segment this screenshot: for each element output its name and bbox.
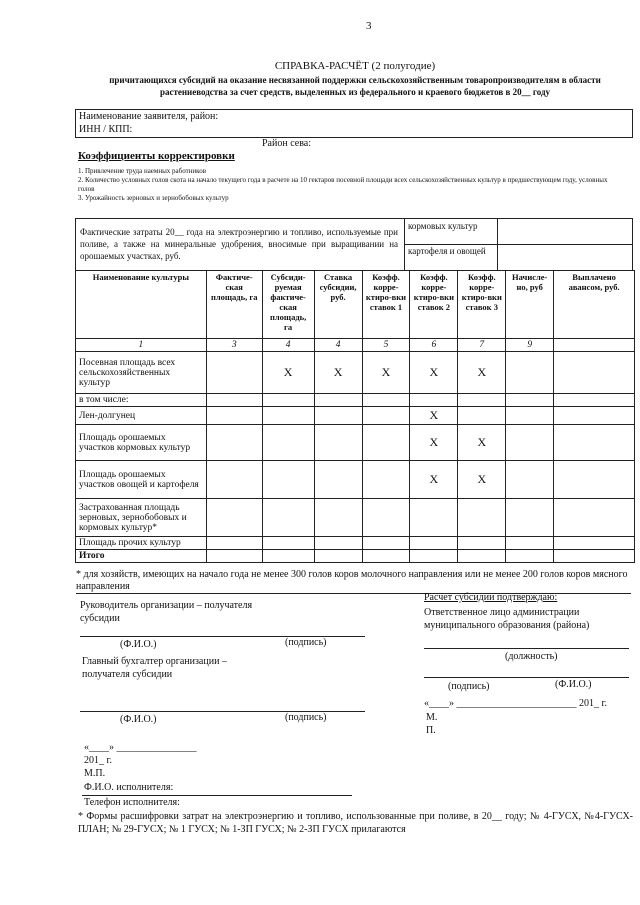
- column-number: [554, 339, 635, 352]
- table-row: [76, 407, 635, 425]
- costs-veg-label: картофеля и овощей: [408, 246, 486, 256]
- costs-feed-label: кормовых культур: [408, 221, 478, 231]
- date-left-year: 201_ г.: [84, 755, 112, 766]
- coefficient-item: 3. Урожайность зерновых и зернобобовых культур: [78, 194, 229, 202]
- accountant-label: Главный бухгалтер организации – получателя субсидии: [82, 656, 227, 680]
- coefficients-list: [78, 167, 623, 203]
- table-cell: X: [458, 461, 506, 499]
- stamp-left: М.П.: [84, 768, 106, 779]
- table-cell: X: [410, 407, 458, 425]
- table-cell: [206, 407, 262, 425]
- table-cell: [554, 461, 635, 499]
- accountant-fio-caption: (Ф.И.О.): [120, 714, 157, 725]
- table-cell: [206, 461, 262, 499]
- column-header: Коэфф. корре-ктиро-вки ставок 3: [458, 271, 506, 339]
- position-caption: (должность): [505, 651, 558, 662]
- page-number: 3: [366, 20, 372, 32]
- column-number: 5: [362, 339, 410, 352]
- table-cell: X: [410, 352, 458, 394]
- table-cell: [362, 461, 410, 499]
- date-right: «____» ________________________ 201_ г.: [424, 698, 607, 709]
- head-fio-caption: (Ф.И.О.): [120, 639, 157, 650]
- coefficient-item: 1. Привлечение труда наемных работников: [78, 167, 207, 175]
- column-header: Выплачено авансом, руб.: [554, 271, 635, 339]
- table-row: [76, 537, 635, 550]
- table-cell: [206, 352, 262, 394]
- table-header-row: [76, 271, 635, 339]
- table-cell: X: [410, 461, 458, 499]
- page-subtitle: причитающихся субсидий на оказание несвязанной поддержки сельскохозяйственным товаропроизводителям в области растениеводства за счет средств, выделенных из федерального и краевого бюджетов в 20__ году: [109, 75, 601, 97]
- costs-text: Фактические затраты 20__ года на электроэнергию и топливо, используемые при поливе, а также на минеральные удобрения, вносимые при выращивании на орошаемых участках, руб.: [80, 227, 398, 261]
- table-cell: X: [314, 352, 362, 394]
- table-cell: [506, 407, 554, 425]
- footnote-forms: * Формы расшифровки затрат на электроэнергию и топливо, использованные при поливе, в 20__ году; № 4-ГУСХ, №4-ГУСХ-ПЛАН; № 29-ГУСХ; № 1 ГУСХ; № 1-ЗП ГУСХ; № 2-ЗП ГУСХ прилагаются: [78, 811, 633, 835]
- column-header: Коэфф. корре-ктиро-вки ставок 1: [362, 271, 410, 339]
- column-number: 4: [262, 339, 314, 352]
- row-label: Итого: [76, 550, 207, 563]
- table-cell: X: [262, 352, 314, 394]
- table-cell: [314, 425, 362, 461]
- table-row: [76, 394, 635, 407]
- table-cell: [262, 407, 314, 425]
- column-number: 1: [76, 339, 207, 352]
- table-cell: X: [410, 425, 458, 461]
- table-row: [76, 550, 635, 563]
- subsidy-table: [75, 270, 635, 563]
- page-title: СПРАВКА-РАСЧЁТ (2 полугодие): [274, 60, 436, 72]
- column-number: 7: [458, 339, 506, 352]
- column-header: Коэфф. корре-ктиро-вки ставок 2: [410, 271, 458, 339]
- executor-fio-label: Ф.И.О. исполнителя:: [84, 782, 174, 793]
- table-cell: [554, 407, 635, 425]
- column-header: Фактиче-ская площадь, га: [206, 271, 262, 339]
- coefficient-item: 2. Количество условных голов скота на начало текущего года в расчете на 10 гектаров посевной площади всех сельскохозяйственных культур в предшествующем году, условных голов: [78, 176, 608, 193]
- official-fio-caption: (Ф.И.О.): [555, 679, 592, 690]
- column-numbers-row: [76, 339, 635, 352]
- head-label: Руководитель организации – получателя субсидии: [80, 600, 253, 624]
- table-row: [76, 499, 635, 537]
- accountant-sign-caption: (подпись): [285, 712, 327, 723]
- official-sign-caption: (подпись): [448, 681, 490, 692]
- applicant-box: [75, 109, 633, 138]
- executor-phone-label: Телефон исполнителя:: [84, 797, 180, 808]
- applicant-inn-label: ИНН / КПП:: [79, 124, 133, 135]
- date-left: «____» ________________: [84, 742, 197, 753]
- table-row: [76, 461, 635, 499]
- table-cell: [314, 461, 362, 499]
- row-label: Посевная площадь всех сельскохозяйственных культур: [76, 352, 207, 394]
- column-number: 4: [314, 339, 362, 352]
- table-cell: [458, 407, 506, 425]
- table-cell: X: [362, 352, 410, 394]
- stamp-right-m: М.: [426, 712, 438, 723]
- table-cell: [206, 425, 262, 461]
- applicant-name-label: Наименование заявителя, район:: [79, 111, 219, 122]
- coefficients-heading: Коэффициенты корректировки: [78, 150, 235, 162]
- column-number: 3: [206, 339, 262, 352]
- column-number: 9: [506, 339, 554, 352]
- column-number: 6: [410, 339, 458, 352]
- row-label: Лен-долгунец: [76, 407, 207, 425]
- table-cell: [362, 425, 410, 461]
- column-header: Наименование культуры: [76, 271, 207, 339]
- table-cell: [554, 352, 635, 394]
- row-label: в том числе:: [76, 394, 207, 407]
- costs-box: [75, 218, 633, 271]
- confirm-label: Расчет субсидии подтверждаю:: [424, 592, 558, 603]
- column-header: Субсиди-руемая фактиче-ская площадь, га: [262, 271, 314, 339]
- table-cell: [262, 425, 314, 461]
- table-cell: [506, 461, 554, 499]
- table-row: [76, 425, 635, 461]
- row-label: Площадь орошаемых участков овощей и картофеля: [76, 461, 207, 499]
- row-label: Площадь орошаемых участков кормовых культур: [76, 425, 207, 461]
- column-header: Начисле-но, руб: [506, 271, 554, 339]
- table-cell: [262, 461, 314, 499]
- table-cell: [554, 425, 635, 461]
- official-label: Ответственное лицо администрации муниципального образования (района): [424, 607, 590, 631]
- sowing-area-label: Район сева:: [262, 138, 312, 149]
- table-row: [76, 352, 635, 394]
- table-cell: [506, 425, 554, 461]
- column-header: Ставка субсидии, руб.: [314, 271, 362, 339]
- row-label: Застрахованная площадь зерновых, зернобобовых и кормовых культур*: [76, 499, 207, 537]
- row-label: Площадь прочих культур: [76, 537, 207, 550]
- head-sign-caption: (подпись): [285, 637, 327, 648]
- stamp-right-p: П.: [426, 725, 436, 736]
- table-cell: X: [458, 425, 506, 461]
- table-cell: [314, 407, 362, 425]
- table-cell: [506, 352, 554, 394]
- table-cell: X: [458, 352, 506, 394]
- footnote-star: * для хозяйств, имеющих на начало года не менее 300 голов коров молочного направления или не менее 200 голов коров мясного направления: [76, 569, 628, 592]
- table-cell: [362, 407, 410, 425]
